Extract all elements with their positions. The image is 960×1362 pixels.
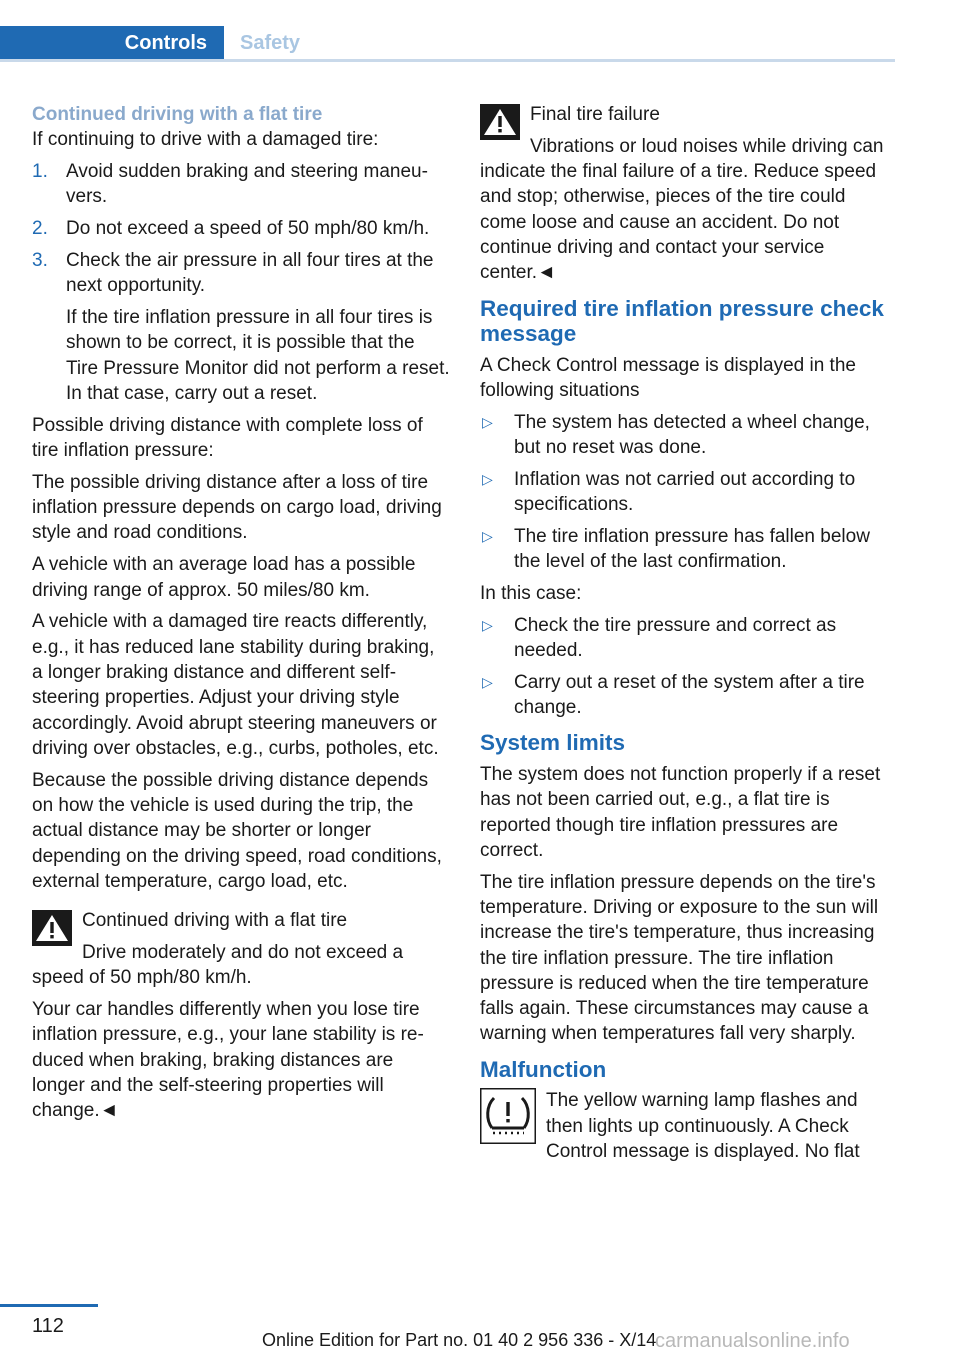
footer-rule bbox=[0, 1304, 98, 1307]
list-item-text: Check the tire pressure and correct as needed. bbox=[514, 614, 837, 662]
tab-controls[interactable]: Controls bbox=[0, 26, 224, 62]
paragraph: Your car handles differently when you lose tire inflation pressure, e.g., your lane stability is reduced when braking, braking distances are longer and the self-steering properties will change.◄ bbox=[32, 999, 424, 1122]
paragraph: In this case: bbox=[480, 582, 582, 604]
bullet-triangle-icon: ▷ bbox=[482, 527, 493, 544]
list-item-text: Inflation was not carried out according to specifications. bbox=[514, 468, 856, 516]
heading-system-limits: System limits bbox=[480, 730, 626, 756]
warning-body: Vibrations or loud noises while driving can indicate the final failure of a tire. Reduce speed and stop; otherwise, pieces of the tire could come loose and cause an accident. Do not continue driving and contact your service center.◄ bbox=[480, 135, 884, 284]
page-number: 112 bbox=[32, 1315, 64, 1337]
malfunction-text: The yellow warning lamp flashes and then lights up continuously. A Check Control message is displayed. No flat bbox=[546, 1090, 860, 1162]
bullet-triangle-icon: ▷ bbox=[482, 673, 493, 690]
step-number: 3. bbox=[32, 249, 48, 271]
list-item bbox=[480, 410, 890, 461]
case-list bbox=[480, 613, 890, 721]
tab-safety[interactable]: Safety bbox=[240, 32, 301, 54]
edition-note: Online Edition for Part no. 01 40 2 956 336 - X/14 bbox=[262, 1330, 657, 1350]
paragraph: Possible driving distance with complete loss of tire inflation pressure: bbox=[32, 414, 423, 462]
watermark: carmanualsonline.info bbox=[655, 1330, 850, 1352]
warning-body: Drive moderately and do not exceed a speed of 50 mph/80 km/h. bbox=[32, 941, 404, 989]
list-item-text: The system has detected a wheel change, but no reset was done. bbox=[514, 411, 870, 458]
warning-box-flat-tire bbox=[32, 908, 450, 990]
paragraph: The system does not function properly if a reset has not been carried out, e.g., a flat tire is reported though tire inflation pressures are correct. bbox=[480, 763, 881, 861]
right-column bbox=[480, 102, 890, 1164]
step-text: Check the air pressure in all four tires at the next opportunity. bbox=[66, 249, 434, 297]
situations-list bbox=[480, 410, 890, 575]
step-subtext: If the tire inflation pressure in all four tires is shown to be correct, it is possible that the Tire Pressure Monitor did not perform a reset. In that case, carry out a reset. bbox=[66, 307, 450, 404]
warning-box-final-failure bbox=[480, 102, 890, 286]
step-number: 1. bbox=[32, 161, 48, 183]
list-item bbox=[32, 159, 450, 210]
header-bar bbox=[0, 26, 895, 62]
list-item-text: The tire inflation pressure has fallen below the level of the last confirmation. bbox=[514, 525, 870, 573]
step-text: Avoid sudden braking and steering maneuvers. bbox=[66, 161, 428, 208]
left-column bbox=[32, 102, 450, 1130]
paragraph: The possible driving distance after a loss of tire inflation pressure depends on cargo load, driving style and road conditions. bbox=[32, 471, 442, 544]
heading-required-check: Required tire inflation pressure check message bbox=[480, 295, 884, 347]
list-item bbox=[32, 248, 450, 406]
tire-pressure-warning-lamp-icon bbox=[480, 1088, 536, 1144]
paragraph: A Check Control message is displayed in the following situations bbox=[480, 354, 856, 401]
list-item bbox=[480, 467, 890, 518]
warning-triangle-icon bbox=[480, 104, 520, 140]
intro-text: If continuing to drive with a damaged tire: bbox=[32, 129, 379, 151]
list-item bbox=[480, 613, 890, 664]
list-item bbox=[480, 670, 890, 721]
list-item-text: Carry out a reset of the system after a tire change. bbox=[514, 671, 865, 719]
warning-title: Continued driving with a flat tire bbox=[82, 910, 348, 932]
list-item bbox=[480, 524, 890, 575]
steps-list bbox=[32, 159, 450, 406]
paragraph: A vehicle with an average load has a possible driving range of approx. 50 miles/80 km. bbox=[32, 554, 416, 601]
step-text: Do not exceed a speed of 50 mph/80 km/h. bbox=[66, 218, 430, 240]
list-item bbox=[32, 216, 450, 241]
bullet-triangle-icon: ▷ bbox=[482, 616, 493, 633]
warning-title: Final tire failure bbox=[530, 104, 660, 125]
paragraph: A vehicle with a damaged tire reacts differently, e.g., it has reduced lane stability during braking, a longer braking distance and different self-steering properties. Adjust your driving style accordingly. Avoid abrupt steering maneuvers or driving over obstacles, e.g., curbs, potholes, etc. bbox=[32, 611, 439, 759]
paragraph: The tire inflation pressure depends on the tire's temperature. Driving or exposure to the sun will increase the tire's temperature, thus increasing the tire inflation pressure. The tire inflation pressure is reduced when the tire temperature falls again. These circumstances may cause a warning when temperatures fall very sharply. bbox=[480, 871, 879, 1045]
bullet-triangle-icon: ▷ bbox=[482, 413, 493, 430]
bullet-triangle-icon: ▷ bbox=[482, 470, 493, 487]
warning-triangle-icon bbox=[32, 910, 72, 946]
header-rule bbox=[0, 59, 895, 62]
paragraph: Because the possible driving distance depends on how the vehicle is used during the trip, the actual distance may be shorter or longer depending on the driving speed, road conditions, external temperature, cargo load, etc. bbox=[32, 769, 442, 892]
heading-malfunction: Malfunction bbox=[480, 1056, 607, 1082]
subhead-flat-tire: Continued driving with a flat tire bbox=[32, 104, 323, 125]
malfunction-block bbox=[480, 1088, 890, 1164]
step-number: 2. bbox=[32, 218, 48, 240]
